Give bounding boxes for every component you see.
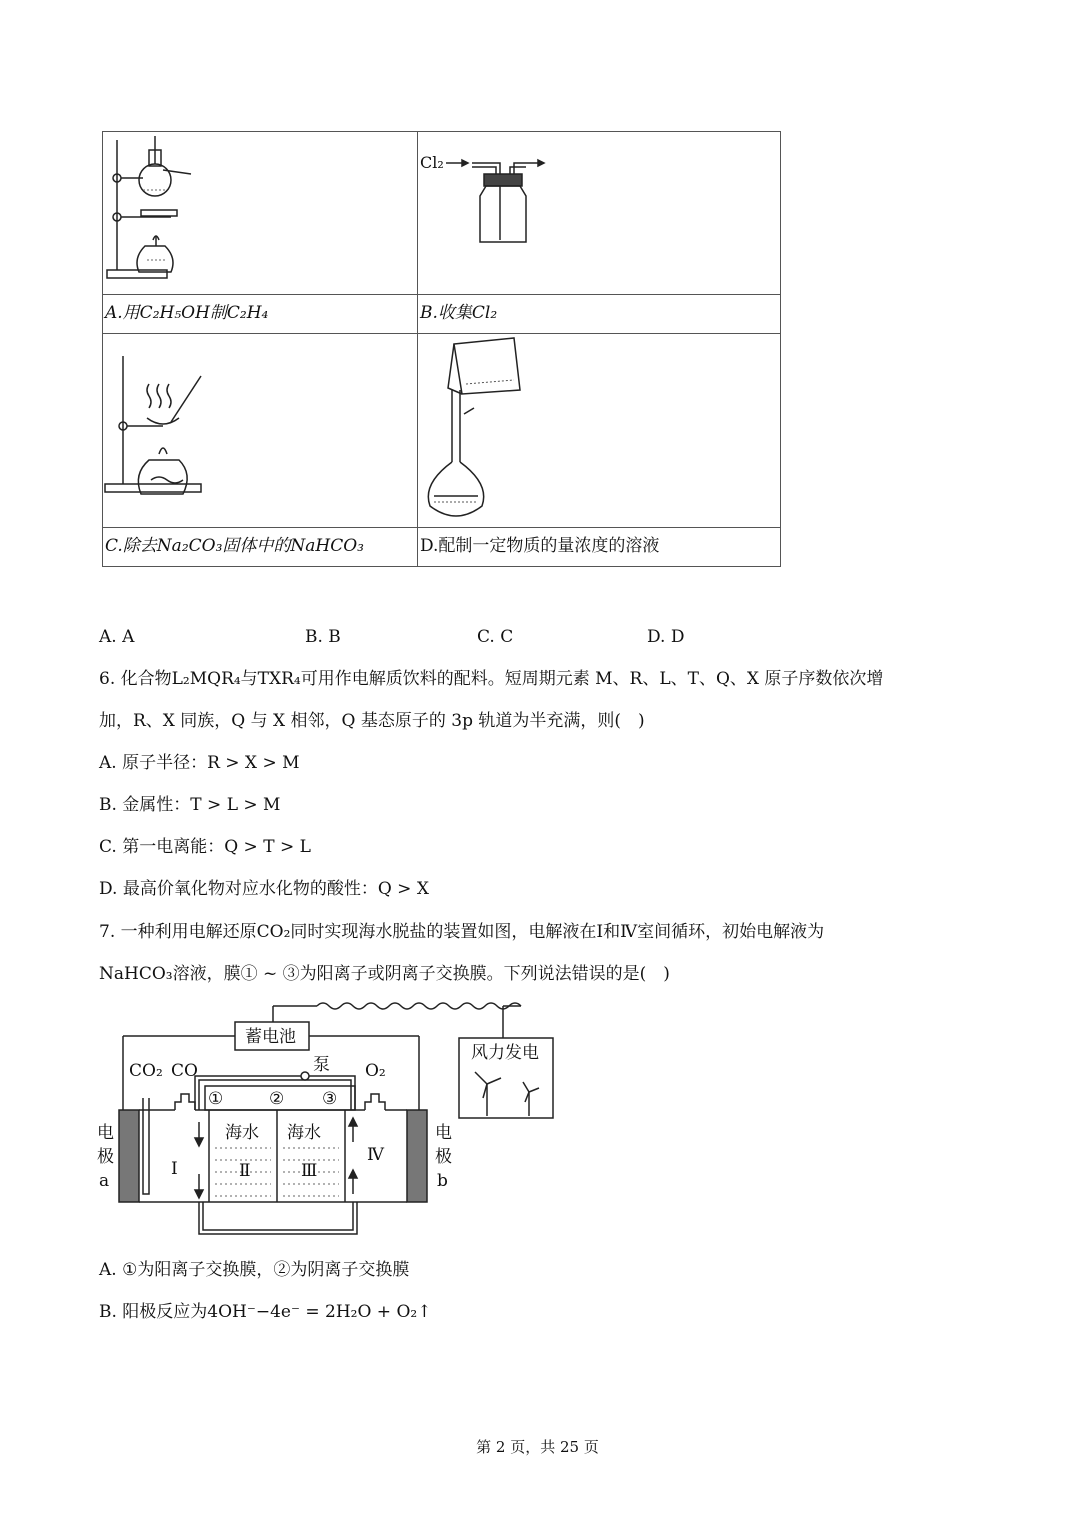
cell-b-figure	[418, 132, 781, 295]
page-footer: 第 2 页，共 25 页	[476, 1438, 599, 1456]
seawater-label-2: 海水	[225, 1123, 259, 1143]
q5-option-b[interactable]: B. B	[305, 627, 341, 647]
q5-option-d[interactable]: D. D	[647, 627, 685, 647]
q7-stem-line1: 7. 一种利用电解还原CO₂同时实现海水脱盐的装置如图，电解液在Ⅰ和Ⅳ室间循环，初始电解液为	[99, 922, 825, 942]
q6-stem-line1: 6. 化合物L₂MQR₄与TXR₄可用作电解质饮料的配料。短周期元素 M、R、L、T、Q、X 原子序数依次增	[99, 669, 884, 689]
q6-option-c[interactable]: C. 第一电离能：Q > T > L	[99, 837, 311, 857]
q7-stem-line2: NaHCO₃溶液，膜① ~ ③为阳离子或阴离子交换膜。下列说法错误的是( )	[99, 964, 670, 984]
membrane-1-label: ①	[208, 1089, 224, 1109]
electrode-b-char1: 电	[435, 1123, 452, 1143]
q6-stem-line2: 加，R、X 同族，Q 与 X 相邻，Q 基态原子的 3p 轨道为半充满，则( )	[99, 711, 645, 731]
o2-label: O₂	[365, 1061, 386, 1081]
seawater-label-3: 海水	[287, 1123, 321, 1143]
electrode-a-char2: 极	[97, 1147, 114, 1167]
pump-label: 泵	[313, 1055, 330, 1075]
caption-c: C.除去Na₂CO₃固体中的NaHCO₃	[105, 536, 364, 556]
cell-c-caption	[103, 528, 418, 567]
room-3-label: Ⅲ	[301, 1161, 318, 1181]
cell-a-caption	[103, 295, 418, 334]
q5-option-a[interactable]: A. A	[99, 627, 135, 647]
cell-a-figure	[103, 132, 418, 295]
caption-b: B.收集Cl₂	[420, 303, 498, 323]
cell-b-caption	[418, 295, 781, 334]
q5-option-c[interactable]: C. C	[477, 627, 514, 647]
evaporating-dish-apparatus	[103, 334, 417, 527]
cell-d-figure	[418, 334, 781, 528]
q7-option-b[interactable]: B. 阳极反应为4OH⁻−4e⁻ = 2H₂O + O₂↑	[99, 1302, 432, 1322]
membrane-3-label: ③	[322, 1089, 338, 1109]
membrane-2-label: ②	[269, 1089, 285, 1109]
q7-option-a[interactable]: A. ①为阳离子交换膜，②为阴离子交换膜	[99, 1260, 410, 1280]
room-1-label: Ⅰ	[171, 1159, 178, 1179]
electrode-b-char2: 极	[435, 1147, 452, 1167]
gas-collection-bottle	[418, 132, 780, 294]
experiment-table	[102, 131, 781, 567]
cell-d-caption	[418, 528, 781, 567]
q6-option-a[interactable]: A. 原子半径：R > X > M	[99, 753, 300, 773]
electrode-a-char1: 电	[97, 1123, 114, 1143]
electrode-a-char3: a	[99, 1171, 110, 1191]
room-4-label: Ⅳ	[367, 1145, 384, 1165]
electrolysis-diagram	[95, 998, 565, 1240]
co-label: CO	[171, 1061, 198, 1081]
electrode-b-char3: b	[437, 1171, 448, 1191]
electrolysis-diagram-lines	[95, 998, 565, 1240]
cl2-label: Cl₂	[420, 153, 444, 172]
cell-c-figure	[103, 334, 418, 528]
battery-label: 蓄电池	[245, 1027, 296, 1047]
co2-label: CO₂	[129, 1061, 163, 1081]
q6-option-d[interactable]: D. 最高价氧化物对应水化物的酸性：Q > X	[99, 879, 429, 899]
volumetric-flask-apparatus	[418, 334, 780, 527]
wind-power-label: 风力发电	[471, 1043, 539, 1063]
caption-d: D.配制一定物质的量浓度的溶液	[420, 536, 660, 556]
room-2-label: Ⅱ	[239, 1161, 251, 1181]
ethanol-dehydration-apparatus	[103, 132, 417, 294]
q6-option-b[interactable]: B. 金属性：T > L > M	[99, 795, 281, 815]
caption-a: A.用C₂H₅OH制C₂H₄	[105, 303, 269, 323]
